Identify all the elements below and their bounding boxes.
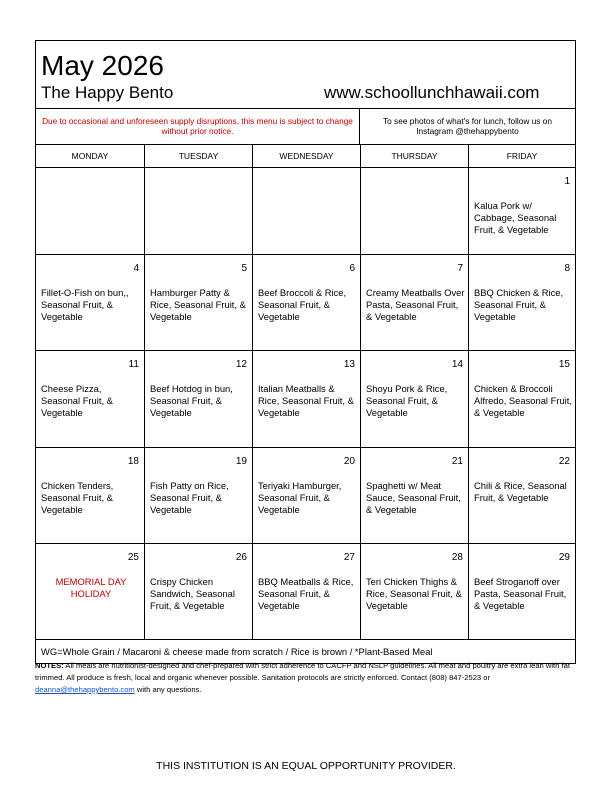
- day-cell: [469, 544, 575, 639]
- day-cell: [469, 168, 575, 254]
- meal-text: Beef Stroganoff over Pasta, Seasonal Fruit, & Vegetable: [474, 576, 567, 611]
- day-cell: [469, 351, 575, 447]
- meal-text: Crispy Chicken Sandwich, Seasonal Fruit, & Vegetable: [150, 576, 235, 611]
- day-cell: [253, 448, 361, 543]
- meal-text: Fish Patty on Rice, Seasonal Fruit, & Vegetable: [150, 480, 229, 515]
- weekday-header-thursday: THURSDAY: [361, 145, 469, 167]
- day-number: 7: [457, 263, 463, 274]
- meal-text: Shoyu Pork & Rice, Seasonal Fruit, & Vegetable: [366, 383, 448, 418]
- notes-suffix: with any questions.: [134, 685, 202, 694]
- day-cell: [361, 544, 469, 639]
- calendar-week: [36, 448, 575, 544]
- day-number: 26: [235, 552, 247, 563]
- day-number: 8: [564, 263, 570, 274]
- weekday-header-friday: FRIDAY: [506, 151, 538, 161]
- day-number: 19: [235, 456, 247, 467]
- day-number: 18: [127, 456, 139, 467]
- meal-text: Chicken & Broccoli Alfredo, Seasonal Fruit, & Vegetable: [474, 383, 572, 418]
- meal-text: Hamburger Patty & Rice, Seasonal Fruit, & Vegetable: [150, 287, 246, 322]
- meal-text: Chili & Rice, Seasonal Fruit, & Vegetable: [474, 480, 567, 503]
- holiday-label: MEMORIAL DAY HOLIDAY: [55, 576, 127, 599]
- notes-label: NOTES:: [35, 661, 64, 670]
- day-number: 22: [558, 456, 570, 467]
- meal-text: BBQ Meatballs & Rice, Seasonal Fruit, & Vegetable: [258, 576, 354, 611]
- day-number: 13: [343, 359, 355, 370]
- day-number: 14: [451, 359, 463, 370]
- day-number: 25: [127, 552, 139, 563]
- day-number: 27: [343, 552, 355, 563]
- equal-opportunity-footer: THIS INSTITUTION IS AN EQUAL OPPORTUNITY PROVIDER.: [156, 760, 456, 772]
- meal-text: Cheese Pizza, Seasonal Fruit, & Vegetable: [41, 383, 113, 418]
- meal-text: Creamy Meatballs Over Pasta, Seasonal Fruit, & Vegetable: [366, 287, 465, 322]
- calendar-week: [36, 168, 575, 255]
- day-cell: [253, 351, 361, 447]
- meal-text: Italian Meatballs & Rice, Seasonal Fruit, & Vegetable: [258, 383, 354, 418]
- meal-text: Beef Broccoli & Rice, Seasonal Fruit, & Vegetable: [258, 287, 347, 322]
- day-cell: [36, 351, 145, 447]
- weekday-header-wednesday: WEDNESDAY: [253, 145, 361, 167]
- day-number: 12: [235, 359, 247, 370]
- weekday-header-tuesday: TUESDAY: [145, 145, 253, 167]
- day-cell: [36, 544, 145, 639]
- meal-text: BBQ Chicken & Rice, Seasonal Fruit, & Vegetable: [474, 287, 564, 322]
- day-cell: [36, 255, 145, 350]
- weekday-header-row: [36, 145, 575, 168]
- calendar-week: [36, 255, 575, 351]
- meal-text: Fillet-O-Fish on bun,, Seasonal Fruit, & Vegetable: [41, 287, 129, 322]
- meal-text: Chicken Tenders, Seasonal Fruit, & Vegetable: [41, 480, 114, 515]
- calendar-week: [36, 351, 575, 448]
- supply-disclaimer: Due to occasional and unforeseen supply disruptions, this menu is subject to change without prior notice.: [36, 109, 360, 144]
- day-cell: [145, 544, 253, 639]
- notice-row: [36, 109, 575, 145]
- day-cell: [145, 168, 253, 254]
- day-cell: [361, 351, 469, 447]
- day-number: 28: [451, 552, 463, 563]
- calendar-week: [36, 544, 575, 640]
- day-cell: [145, 448, 253, 543]
- day-number: 29: [558, 552, 570, 563]
- day-cell: [469, 255, 575, 350]
- calendar-header: [36, 41, 575, 109]
- day-cell: [469, 448, 575, 543]
- day-cell: [361, 255, 469, 350]
- website-url: www.schoollunchhawaii.com: [324, 83, 540, 102]
- meal-text: Kalua Pork w/ Cabbage, Seasonal Fruit, & Vegetable: [474, 200, 557, 235]
- contact-email-link[interactable]: deanna@thehappybento.com: [35, 685, 135, 694]
- day-number: 1: [564, 176, 570, 187]
- day-number: 5: [241, 263, 247, 274]
- weekday-header-monday: MONDAY: [36, 145, 145, 167]
- day-cell: [253, 168, 361, 254]
- day-cell: [253, 255, 361, 350]
- notes-text: All meals are nutritionist-designed and chef-prepared with strict adherence to CACFP and NSLP guidelines. All meat and poultry are extra lean with fat trimmed. All produce is fresh, local and organic whenever possible. Sanitation protocols are strictly enforced. Contact (808) 847-2523 or: [35, 661, 570, 682]
- day-cell: [361, 168, 469, 254]
- instagram-notice: To see photos of what's for lunch, follow us on Instagram @thehappybento: [382, 116, 552, 136]
- page-title: May 2026: [41, 50, 164, 81]
- day-cell: [361, 448, 469, 543]
- day-number: 4: [133, 263, 139, 274]
- day-number: 20: [343, 456, 355, 467]
- day-number: 21: [451, 456, 463, 467]
- school-name: The Happy Bento: [41, 83, 174, 102]
- meal-text: Teri Chicken Thighs & Rice, Seasonal Fruit, & Vegetable: [366, 576, 462, 611]
- day-cell: [145, 255, 253, 350]
- day-cell: [253, 544, 361, 639]
- day-number: 6: [349, 263, 355, 274]
- meal-text: Beef Hotdog in bun, Seasonal Fruit, & Vegetable: [150, 383, 233, 418]
- menu-legend: WG=Whole Grain / Macaroni & cheese made from scratch / Rice is brown / *Plant-Based Meal: [41, 646, 433, 657]
- day-number: 15: [558, 359, 570, 370]
- day-cell: [36, 448, 145, 543]
- meal-text: Teriyaki Hamburger, Seasonal Fruit, & Vegetable: [258, 480, 342, 515]
- meal-text: Spaghetti w/ Meat Sauce, Seasonal Fruit, & Vegetable: [366, 480, 461, 515]
- notes-section: [35, 660, 576, 696]
- day-cell: [145, 351, 253, 447]
- menu-calendar: [35, 40, 576, 664]
- day-cell: [36, 168, 145, 254]
- day-number: 11: [128, 359, 139, 370]
